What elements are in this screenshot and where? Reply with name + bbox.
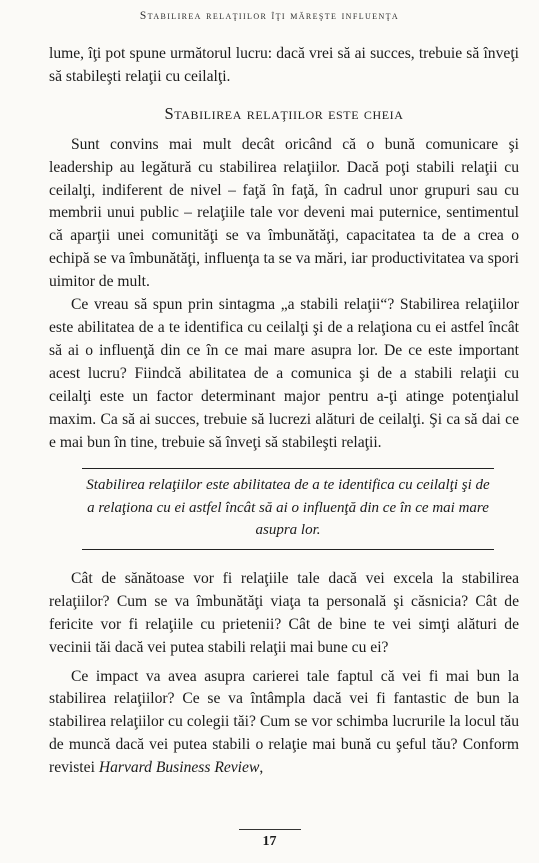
running-head: Stabilirea relaţiilor îţi măreşte influenţa: [139, 10, 400, 22]
continuation-paragraph: lume, îţi pot spune următorul lucru: dacă vrei să ai succes, trebuie să înveţi să stabileşti relaţii cu ceilalţi.: [49, 45, 519, 85]
paragraph: [49, 666, 519, 781]
page-number: 17: [262, 834, 277, 849]
pull-quote: Stabilirea relaţiilor este abilitatea de a te identifica cu ceilalţi şi de a relaţiona cu ei astfel încât să ai o influenţă din ce în ce mai mare asupra lor.: [82, 468, 494, 550]
body-text: [49, 43, 519, 780]
paragraph-text: Ce impact va avea asupra carierei tale faptul că vei fi mai bun la stabilirea relaţiilor? Ce se va întâmpla dacă vei fi fantastic de bun la stabilirea relaţiilor cu colegii tăi? Cum se vor schimba lucrurile la locul tău de muncă dacă vei putea stabili o relaţie mai bună cu şeful tău? Conform revistei: [49, 667, 519, 777]
paragraph: Cât de sănătoase vor fi relaţiile tale dacă vei excela la stabilirea relaţiilor? Cum se va îmbunătăţi viaţa ta personală şi căsnicia? Cât de fericite vor fi relaţiile cu prietenii? Cât de bine te vei simţi alături de vecinii tăi dacă vei putea stabili relaţii mai bune cu ei?: [49, 569, 519, 656]
section-heading: Stabilirea relaţiilor este cheia: [164, 103, 404, 123]
paragraph: Ce vreau să spun prin sintagma „a stabili relaţii“? Stabilirea relaţiilor este abilitatea de a te identifica cu ceilalţi şi de a relaţiona cu ei astfel încât să ai o influenţă din ce în ce mai mare asupra lor. De ce este important acest lucru? Fiindcă abilitatea de a comunica şi de a stabili relaţii cu ceilalţi este un factor determinant major pentru a-ţi atinge potenţialul maxim. Ca să ai succes, trebuie să lucrezi alături de ceilalţi. Şi ca să dai ce e mai bun în tine, trebuie să înveţi să stabileşti relaţii.: [49, 296, 519, 451]
paragraph: Sunt convins mai mult decât oricând că o bună comunicare şi leadership au legătură cu stabilirea relaţiilor. Dacă poţi stabili relaţii cu ceilalţi, indiferent de nivel – faţă în faţă, în cadrul unor grupuri sau cu membrii unui public – relaţiile tale vor deveni mai puternice, sentimentul că aparţii unei comunităţi se va îmbunătăţi, capacitatea ta de a crea o echipă se va îmbunătăţi, influenţa ta se va mări, iar productivitatea va spori uimitor de mult.: [49, 135, 519, 291]
journal-title: Harvard Business Review: [98, 759, 260, 777]
journal-trailing: ,: [259, 759, 264, 777]
page-number-rule: [239, 829, 301, 830]
